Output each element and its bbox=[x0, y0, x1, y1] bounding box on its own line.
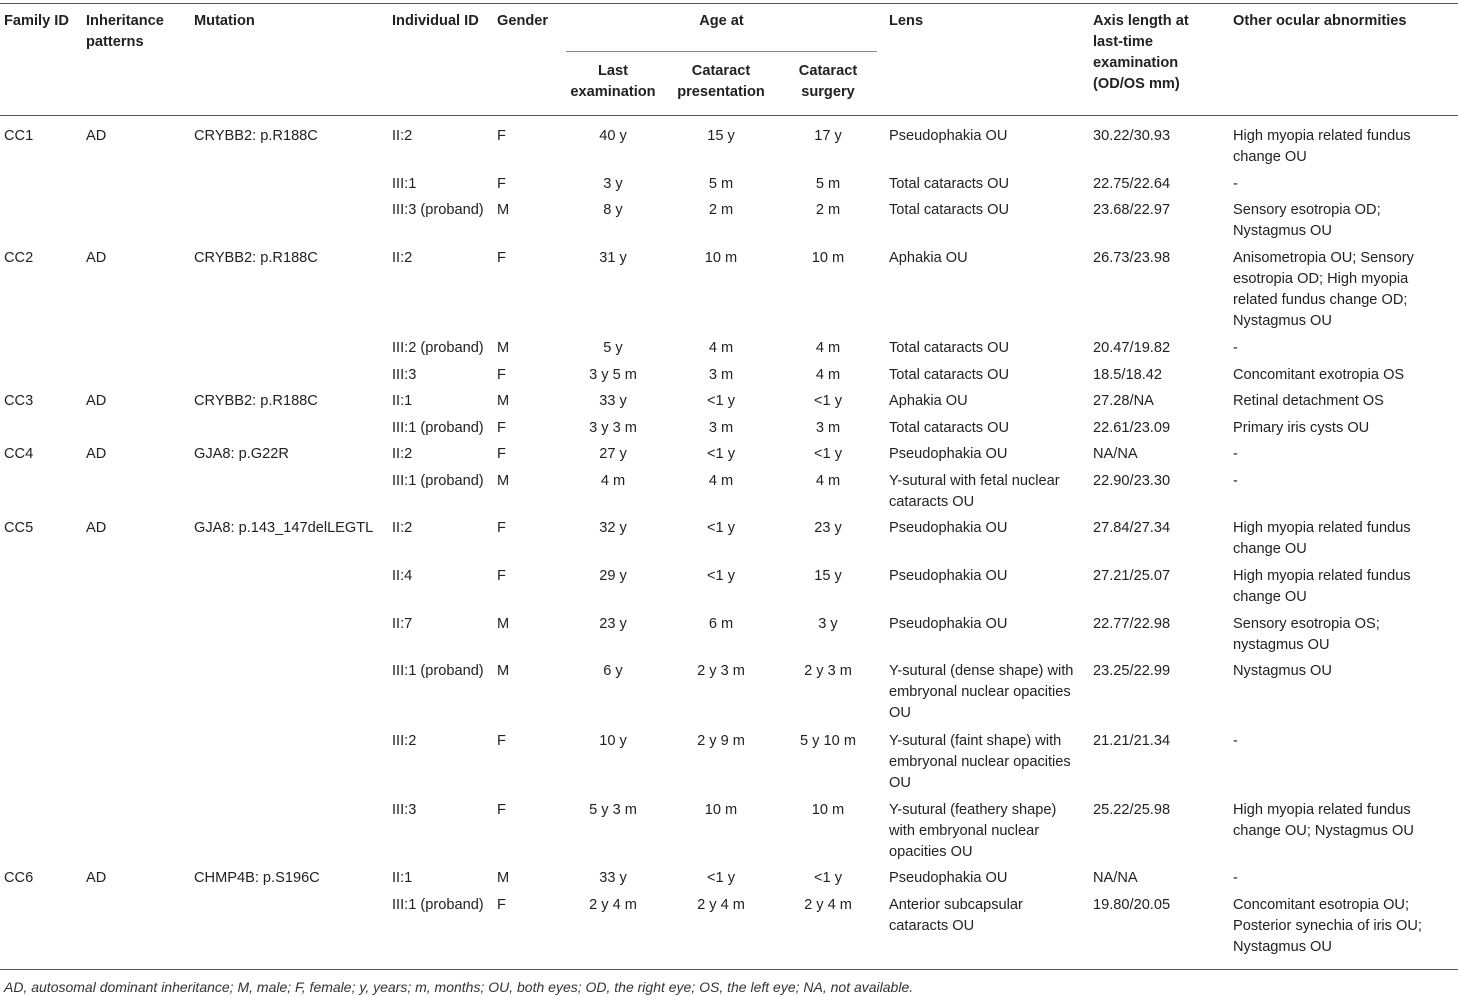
cell-other: - bbox=[1233, 870, 1238, 886]
cell-gender: F bbox=[497, 446, 506, 462]
cell-last-exam: 32 y bbox=[599, 520, 627, 536]
header-rule bbox=[0, 115, 1458, 116]
cell-mutation: CRYBB2: p.R188C bbox=[194, 250, 318, 266]
cell-mutation: GJA8: p.143_147delLEGTL bbox=[194, 520, 374, 536]
age-at-rule bbox=[566, 51, 877, 52]
cell-last-exam: 33 y bbox=[599, 393, 627, 409]
cell-presentation: 4 m bbox=[708, 473, 734, 489]
cell-inheritance: AD bbox=[86, 520, 107, 536]
cell-axis-length: 22.61/23.09 bbox=[1093, 420, 1171, 436]
cell-individual-id: II:4 bbox=[392, 568, 413, 584]
cell-individual-id: III:3 bbox=[392, 802, 417, 818]
cell-lens: Aphakia OU bbox=[889, 250, 968, 266]
cell-presentation: 3 m bbox=[708, 420, 734, 436]
cell-last-exam: 33 y bbox=[599, 870, 627, 886]
cell-other: Sensory esotropia OS; nystagmus OU bbox=[1233, 616, 1380, 653]
header-family-id: Family ID bbox=[4, 13, 69, 29]
cell-axis-length: 22.75/22.64 bbox=[1093, 176, 1171, 192]
cell-axis-length: 27.84/27.34 bbox=[1093, 520, 1171, 536]
cell-presentation: 4 m bbox=[708, 340, 734, 356]
cell-axis-length: 27.28/NA bbox=[1093, 393, 1154, 409]
cell-axis-length: 18.5/18.42 bbox=[1093, 367, 1162, 383]
cell-other: - bbox=[1233, 446, 1238, 462]
cell-mutation: CHMP4B: p.S196C bbox=[194, 870, 320, 886]
cell-other: - bbox=[1233, 733, 1238, 749]
cell-lens: Y-sutural (dense shape) with embryonal nuclear opacities OU bbox=[889, 663, 1074, 721]
cell-axis-length: 21.21/21.34 bbox=[1093, 733, 1171, 749]
cell-presentation: 2 y 3 m bbox=[697, 663, 745, 679]
cell-surgery: 4 m bbox=[815, 473, 841, 489]
cell-other: High myopia related fundus change OU; Nystagmus OU bbox=[1233, 802, 1414, 839]
cell-lens: Total cataracts OU bbox=[889, 176, 1010, 192]
cell-surgery: 15 y bbox=[814, 568, 842, 584]
cell-individual-id: II:1 bbox=[392, 393, 413, 409]
cell-lens: Total cataracts OU bbox=[889, 340, 1010, 356]
cell-gender: F bbox=[497, 568, 506, 584]
cell-surgery: <1 y bbox=[814, 446, 842, 462]
cell-surgery: 2 y 3 m bbox=[804, 663, 852, 679]
cell-inheritance: AD bbox=[86, 393, 107, 409]
cell-axis-length: NA/NA bbox=[1093, 870, 1138, 886]
cell-individual-id: II:2 bbox=[392, 128, 413, 144]
cell-individual-id: II:2 bbox=[392, 520, 413, 536]
cell-gender: M bbox=[497, 616, 510, 632]
cell-lens: Aphakia OU bbox=[889, 393, 968, 409]
cell-last-exam: 2 y 4 m bbox=[589, 897, 637, 913]
header-cataract-presentation: Cataract presentation bbox=[677, 63, 765, 100]
cell-presentation: 10 m bbox=[704, 250, 738, 266]
cell-axis-length: 25.22/25.98 bbox=[1093, 802, 1171, 818]
cell-presentation: <1 y bbox=[707, 393, 735, 409]
cell-presentation: <1 y bbox=[707, 568, 735, 584]
cell-axis-length: 23.68/22.97 bbox=[1093, 202, 1171, 218]
cell-lens: Y-sutural with fetal nuclear cataracts OU bbox=[889, 473, 1060, 510]
cell-mutation: CRYBB2: p.R188C bbox=[194, 393, 318, 409]
cell-surgery: 4 m bbox=[815, 340, 841, 356]
cell-individual-id: III:3 (proband) bbox=[392, 202, 484, 218]
cell-surgery: 5 y 10 m bbox=[800, 733, 856, 749]
cell-last-exam: 40 y bbox=[599, 128, 627, 144]
cell-family-id: CC1 bbox=[4, 128, 34, 144]
cell-surgery: 5 m bbox=[815, 176, 841, 192]
cell-last-exam: 3 y bbox=[603, 176, 623, 192]
cell-individual-id: III:1 bbox=[392, 176, 417, 192]
cell-individual-id: II:7 bbox=[392, 616, 413, 632]
cell-presentation: <1 y bbox=[707, 520, 735, 536]
header-lens: Lens bbox=[889, 13, 924, 29]
cell-lens: Anterior subcapsular cataracts OU bbox=[889, 897, 1023, 934]
cell-last-exam: 4 m bbox=[600, 473, 626, 489]
cell-gender: M bbox=[497, 473, 510, 489]
cell-gender: M bbox=[497, 870, 510, 886]
cell-last-exam: 23 y bbox=[599, 616, 627, 632]
cell-individual-id: II:2 bbox=[392, 446, 413, 462]
cell-gender: F bbox=[497, 176, 506, 192]
header-axis-length: Axis length at last-time examination (OD/OS mm) bbox=[1093, 13, 1189, 92]
cell-lens: Pseudophakia OU bbox=[889, 568, 1008, 584]
cell-surgery: <1 y bbox=[814, 393, 842, 409]
cell-lens: Pseudophakia OU bbox=[889, 616, 1008, 632]
cell-gender: M bbox=[497, 663, 510, 679]
cell-other: - bbox=[1233, 473, 1238, 489]
cell-gender: F bbox=[497, 250, 506, 266]
cell-gender: F bbox=[497, 733, 506, 749]
header-gender: Gender bbox=[497, 13, 549, 29]
cell-mutation: CRYBB2: p.R188C bbox=[194, 128, 318, 144]
cell-axis-length: 19.80/20.05 bbox=[1093, 897, 1171, 913]
cell-lens: Pseudophakia OU bbox=[889, 520, 1008, 536]
cell-lens: Pseudophakia OU bbox=[889, 128, 1008, 144]
cell-lens: Total cataracts OU bbox=[889, 202, 1010, 218]
cell-surgery: 2 m bbox=[815, 202, 841, 218]
header-cataract-surgery: Cataract surgery bbox=[798, 63, 858, 100]
cell-other: High myopia related fundus change OU bbox=[1233, 568, 1411, 605]
cell-other: Concomitant exotropia OS bbox=[1233, 367, 1405, 383]
cell-last-exam: 10 y bbox=[599, 733, 627, 749]
cell-family-id: CC3 bbox=[4, 393, 34, 409]
cell-last-exam: 3 y 5 m bbox=[589, 367, 637, 383]
cell-inheritance: AD bbox=[86, 870, 107, 886]
cell-other: Nystagmus OU bbox=[1233, 663, 1332, 679]
cell-lens: Pseudophakia OU bbox=[889, 870, 1008, 886]
cell-presentation: 6 m bbox=[708, 616, 734, 632]
header-mutation: Mutation bbox=[194, 13, 255, 29]
cell-individual-id: III:2 bbox=[392, 733, 417, 749]
cell-lens: Y-sutural (feathery shape) with embryonal nuclear opacities OU bbox=[889, 802, 1057, 860]
cell-other: Retinal detachment OS bbox=[1233, 393, 1384, 409]
cell-last-exam: 8 y bbox=[603, 202, 623, 218]
cell-axis-length: NA/NA bbox=[1093, 446, 1138, 462]
cell-axis-length: 20.47/19.82 bbox=[1093, 340, 1171, 356]
header-inheritance: Inheritance patterns bbox=[86, 13, 164, 50]
cell-family-id: CC6 bbox=[4, 870, 34, 886]
cell-family-id: CC5 bbox=[4, 520, 34, 536]
cell-inheritance: AD bbox=[86, 446, 107, 462]
cell-surgery: 23 y bbox=[814, 520, 842, 536]
cell-presentation: 10 m bbox=[704, 802, 738, 818]
cell-individual-id: III:1 (proband) bbox=[392, 663, 484, 679]
cell-last-exam: 6 y bbox=[603, 663, 623, 679]
cell-lens: Y-sutural (faint shape) with embryonal nuclear opacities OU bbox=[889, 733, 1071, 791]
cell-surgery: <1 y bbox=[814, 870, 842, 886]
cell-individual-id: III:2 (proband) bbox=[392, 340, 484, 356]
cell-other: - bbox=[1233, 176, 1238, 192]
cell-surgery: 3 m bbox=[815, 420, 841, 436]
header-other-abnormities: Other ocular abnormities bbox=[1233, 13, 1407, 29]
cell-individual-id: III:1 (proband) bbox=[392, 473, 484, 489]
cell-axis-length: 30.22/30.93 bbox=[1093, 128, 1171, 144]
cell-surgery: 10 m bbox=[811, 250, 845, 266]
cell-axis-length: 27.21/25.07 bbox=[1093, 568, 1171, 584]
cell-gender: M bbox=[497, 202, 510, 218]
cell-individual-id: III:3 bbox=[392, 367, 417, 383]
cell-surgery: 10 m bbox=[811, 802, 845, 818]
cell-other: High myopia related fundus change OU bbox=[1233, 128, 1411, 165]
cell-gender: F bbox=[497, 802, 506, 818]
cell-last-exam: 29 y bbox=[599, 568, 627, 584]
cell-other: Anisometropia OU; Sensory esotropia OD; High myopia related fundus change OD; Nystagmus OU bbox=[1233, 250, 1414, 329]
cell-mutation: GJA8: p.G22R bbox=[194, 446, 289, 462]
cell-other: Concomitant esotropia OU; Posterior synechia of iris OU; Nystagmus OU bbox=[1233, 897, 1422, 955]
cell-lens: Total cataracts OU bbox=[889, 420, 1010, 436]
header-last-examination: Last examination bbox=[570, 63, 656, 100]
cell-axis-length: 22.77/22.98 bbox=[1093, 616, 1171, 632]
cell-presentation: <1 y bbox=[707, 446, 735, 462]
cell-lens: Total cataracts OU bbox=[889, 367, 1010, 383]
header-individual-id: Individual ID bbox=[392, 13, 479, 29]
cell-presentation: 3 m bbox=[708, 367, 734, 383]
bottom-rule bbox=[0, 969, 1458, 970]
cell-presentation: 2 y 4 m bbox=[697, 897, 745, 913]
cell-last-exam: 27 y bbox=[599, 446, 627, 462]
cell-presentation: 5 m bbox=[708, 176, 734, 192]
cell-individual-id: II:2 bbox=[392, 250, 413, 266]
cell-lens: Pseudophakia OU bbox=[889, 446, 1008, 462]
cell-axis-length: 23.25/22.99 bbox=[1093, 663, 1171, 679]
cell-family-id: CC4 bbox=[4, 446, 34, 462]
cell-axis-length: 26.73/23.98 bbox=[1093, 250, 1171, 266]
cell-last-exam: 5 y bbox=[603, 340, 623, 356]
cell-other: Primary iris cysts OU bbox=[1233, 420, 1370, 436]
cell-presentation: 15 y bbox=[707, 128, 735, 144]
cell-surgery: 4 m bbox=[815, 367, 841, 383]
cell-gender: F bbox=[497, 897, 506, 913]
cell-surgery: 3 y bbox=[818, 616, 838, 632]
cell-axis-length: 22.90/23.30 bbox=[1093, 473, 1171, 489]
cell-individual-id: III:1 (proband) bbox=[392, 420, 484, 436]
cell-family-id: CC2 bbox=[4, 250, 34, 266]
cell-gender: F bbox=[497, 128, 506, 144]
cell-presentation: 2 m bbox=[708, 202, 734, 218]
cell-gender: M bbox=[497, 340, 510, 356]
header-age-at: Age at bbox=[699, 13, 744, 29]
cell-inheritance: AD bbox=[86, 128, 107, 144]
cell-gender: M bbox=[497, 393, 510, 409]
cell-presentation: 2 y 9 m bbox=[697, 733, 745, 749]
cell-surgery: 2 y 4 m bbox=[804, 897, 852, 913]
table-footnote: AD, autosomal dominant inheritance; M, male; F, female; y, years; m, months; OU, both eyes; OD, the right eye; OS, the left eye; NA, not available. bbox=[4, 979, 914, 995]
cell-gender: F bbox=[497, 420, 506, 436]
cell-inheritance: AD bbox=[86, 250, 107, 266]
cell-other: - bbox=[1233, 340, 1238, 356]
cell-individual-id: II:1 bbox=[392, 870, 413, 886]
cell-other: Sensory esotropia OD; Nystagmus OU bbox=[1233, 202, 1381, 239]
cell-gender: F bbox=[497, 367, 506, 383]
top-rule bbox=[0, 3, 1458, 4]
cell-other: High myopia related fundus change OU bbox=[1233, 520, 1411, 557]
cell-presentation: <1 y bbox=[707, 870, 735, 886]
cell-surgery: 17 y bbox=[814, 128, 842, 144]
cell-last-exam: 3 y 3 m bbox=[589, 420, 637, 436]
cell-last-exam: 31 y bbox=[599, 250, 627, 266]
cell-individual-id: III:1 (proband) bbox=[392, 897, 484, 913]
cell-gender: F bbox=[497, 520, 506, 536]
cell-last-exam: 5 y 3 m bbox=[589, 802, 637, 818]
